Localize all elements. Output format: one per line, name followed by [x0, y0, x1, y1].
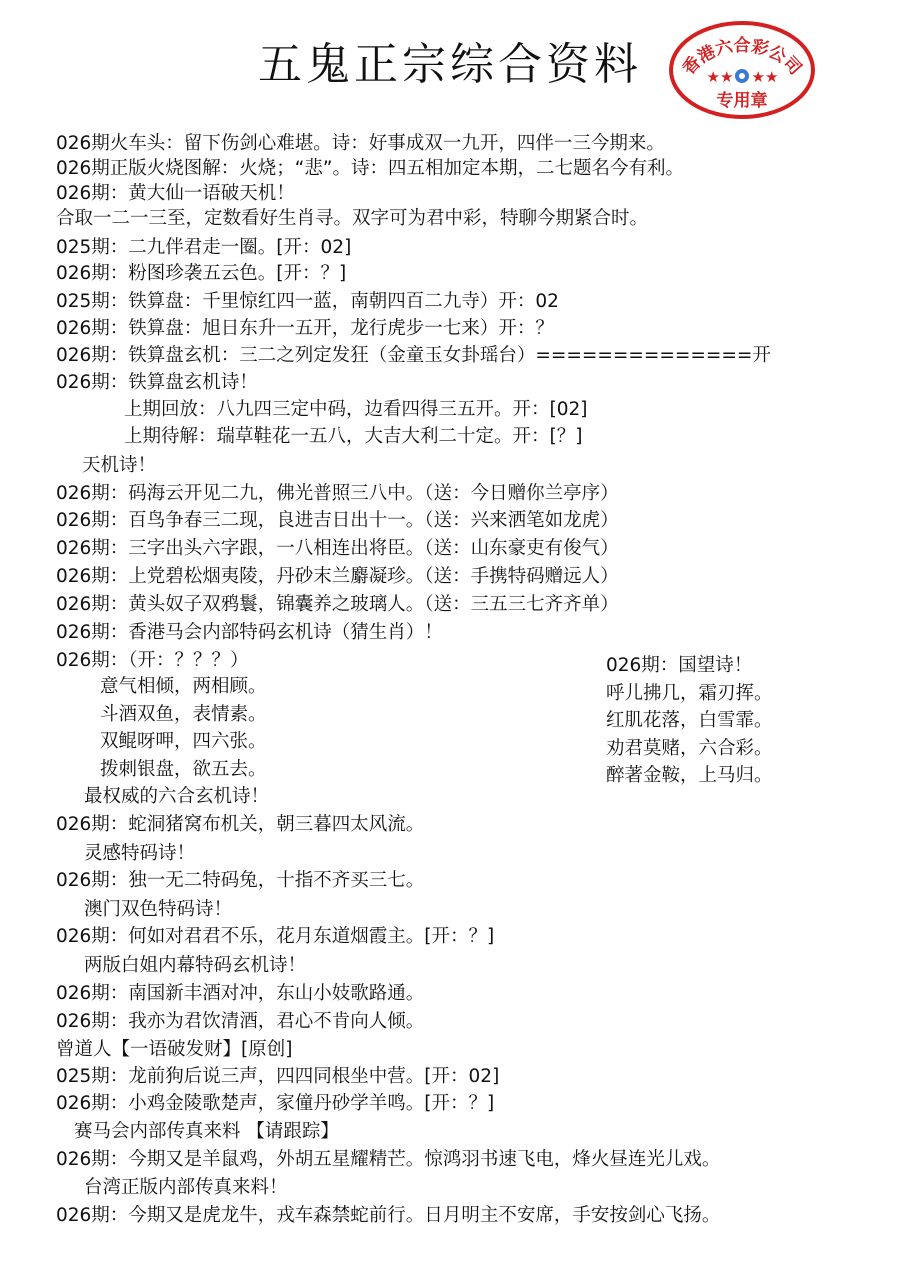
text-line: 026期：今期又是虎龙牛，戎车森禁蛇前行。日月明主不安席，手安按剑心飞扬。 — [56, 1205, 721, 1226]
text-line: 026期：蛇洞猪窝布机关，朝三暮四太风流。 — [56, 814, 425, 835]
text-line: 双鲲呀呷，四六张。 — [100, 731, 267, 752]
poem-line: 劝君莫赌，六合彩。 — [606, 738, 773, 759]
text-line: 灵感特码诗！ — [84, 843, 196, 864]
text-line: 澳门双色特码诗！ — [84, 899, 233, 920]
text-line: 合取一二一三至，定数看好生肖寻。双字可为君中彩，特聊今期紧合时。 — [56, 208, 649, 229]
text-line: 025期：二九伴君走一圈。[开：02] — [56, 237, 352, 258]
text-line: 026期：何如对君君不乐，花月东道烟霞主。[开：？] — [56, 926, 495, 947]
text-line: 026期：（开：？？？） — [56, 650, 249, 671]
text-line: 上期回放：八九四三定中码，边看四得三五开。开：[02] — [124, 399, 588, 420]
text-line: 两版白姐内幕特码玄机诗！ — [84, 955, 307, 976]
text-line: 026期：小鸡金陵歌楚声，家僮丹砂学羊鸣。[开：？] — [56, 1093, 495, 1114]
text-line: 拨刺银盘，欲五去。 — [100, 759, 267, 780]
text-line: 026期：码海云开见二九，佛光普照三八中。（送：今日赠你兰亭序） — [56, 483, 619, 504]
seal-stars-right: ★★ — [751, 68, 779, 86]
text-line: 026期：百鸟争春三二现，良进吉日出十一。（送：兴来洒笔如龙虎） — [56, 510, 619, 531]
text-line: 上期待解：瑞草鞋花一五八，大吉大利二十定。开：[？] — [124, 426, 583, 447]
text-line: 026期：上党碧松烟夷陵，丹砂末兰麝凝珍。（送：手携特码赠远人） — [56, 566, 619, 587]
text-line: 斗酒双鱼，表情素。 — [100, 704, 267, 725]
text-line: 026期：铁算盘：旭日东升一五开，龙行虎步一七来）开：？ — [56, 318, 554, 339]
poem-line: 红肌花落，白雪霏。 — [606, 710, 773, 731]
text-line: 026期：黄头奴子双鸦鬟，锦囊养之玻璃人。（送：三五三七齐齐单） — [56, 594, 619, 615]
seal-top-text: 香港六合彩公司 — [679, 36, 805, 80]
text-line: 026期：独一无二特码兔，十指不齐买三七。 — [56, 870, 425, 891]
seal-bottom-text: 专用章 — [716, 91, 768, 111]
text-line: 026期：三字出头六字跟，一八相连出将臣。（送：山东豪吏有俊气） — [56, 538, 619, 559]
text-line: 026期：黄大仙一语破天机！ — [56, 183, 295, 204]
text-line: 最权威的六合玄机诗！ — [84, 786, 270, 807]
poem-line: 026期：国望诗！ — [606, 655, 753, 676]
text-line: 026期：我亦为君饮清酒，君心不肯向人倾。 — [56, 1011, 425, 1032]
text-line: 赛马会内部传真来料 【请跟踪】 — [74, 1121, 339, 1142]
text-line: 026期：今期又是羊鼠鸡，外胡五星耀精芒。惊鸿羽书速飞电，烽火昼连光儿戏。 — [56, 1149, 721, 1170]
poem-line: 呼儿拂几，霜刃挥。 — [606, 683, 773, 704]
page-title: 五鬼正宗综合资料 — [258, 39, 642, 90]
text-line: 意气相倾，两相顾。 — [100, 676, 267, 697]
text-line: 026期：铁算盘玄机：三二之列定发狂（金童玉女卦瑶台）==============开 — [56, 345, 771, 366]
poem-line: 醉著金鞍，上马归。 — [606, 765, 773, 786]
seal-stars-left: ★★ — [706, 68, 734, 86]
company-seal — [668, 20, 816, 120]
text-line: 曾道人【一语破发财】[原创] — [56, 1039, 293, 1060]
text-line: 026期：粉图珍袭五云色。[开：？] — [56, 263, 347, 284]
text-line: 025期：龙前狗后说三声，四四同根坐中营。[开：02] — [56, 1066, 500, 1087]
text-line: 台湾正版内部传真来料！ — [84, 1177, 288, 1198]
text-line: 026期：香港马会内部特码玄机诗（猜生肖）！ — [56, 622, 443, 643]
text-line: 天机诗！ — [82, 455, 157, 476]
text-line: 026期：铁算盘玄机诗！ — [56, 372, 258, 393]
text-line: 025期：铁算盘：千里惊红四一蓝，南朝四百二九寺）开：02 — [56, 291, 559, 312]
text-line: 026期：南国新丰酒对冲，东山小妓歌路通。 — [56, 983, 425, 1004]
text-line: 026期正版火烧图解：火烧；“悲”。诗：四五相加定本期，二七题名今有利。 — [56, 158, 684, 179]
text-line: 026期火车头：留下伤剑心难堪。诗：好事成双一九开，四伴一三今期来。 — [56, 133, 665, 154]
